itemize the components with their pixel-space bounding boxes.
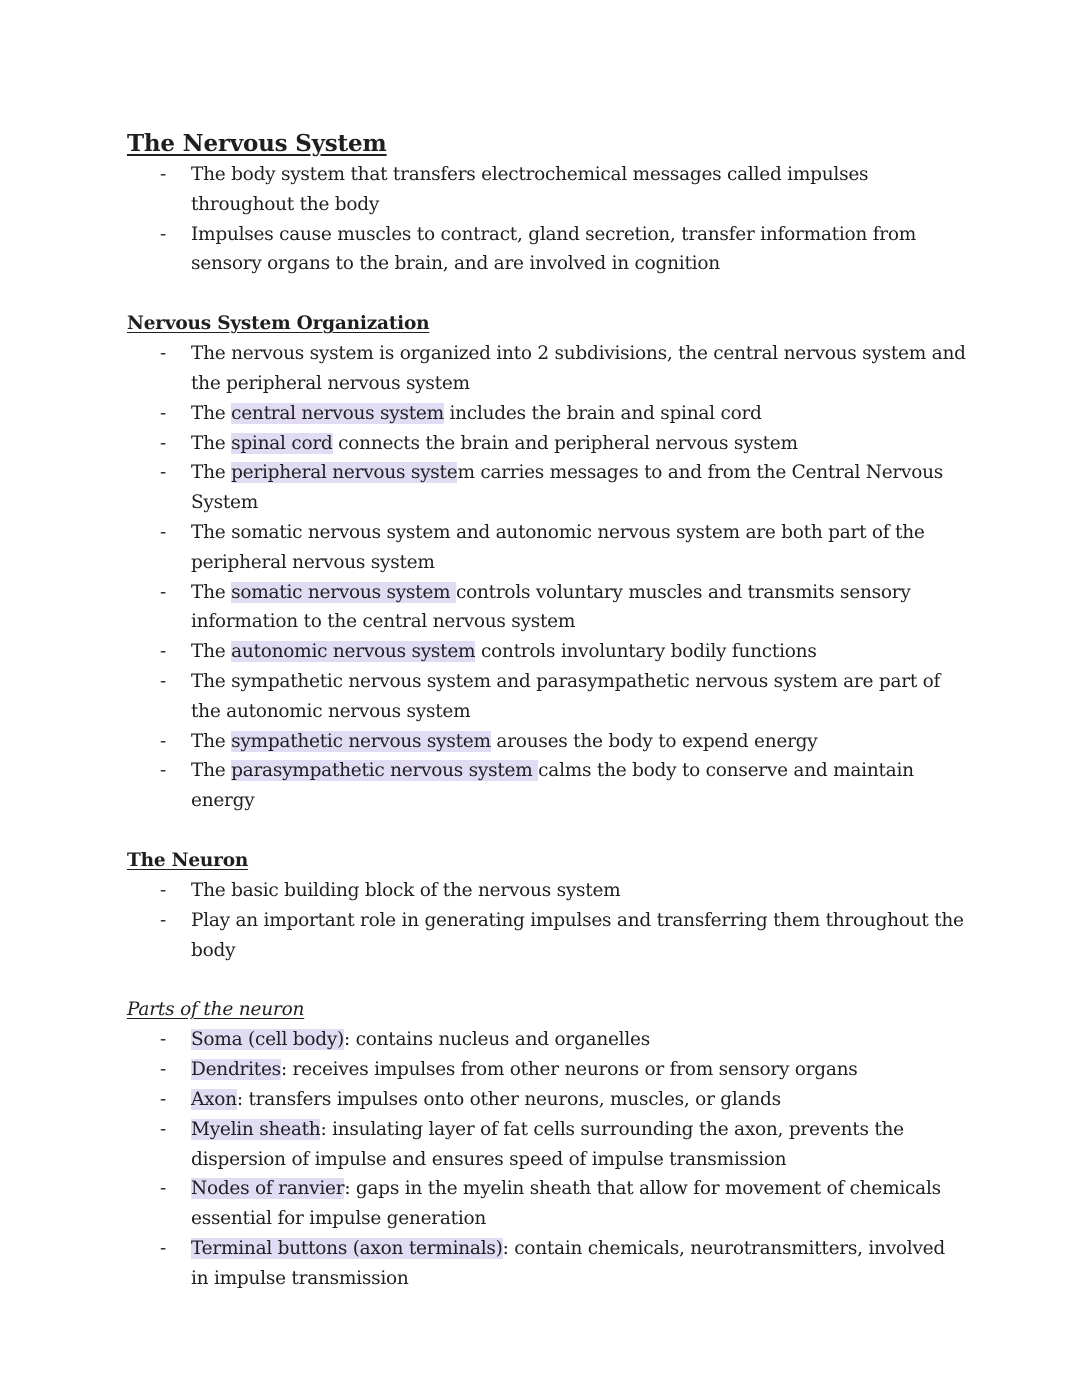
highlighted-term: Soma (cell body): [191, 1029, 344, 1051]
list-item: - Axon: transfers impulses onto other neurons, muscles, or glands: [127, 1085, 967, 1115]
bullet-dash: -: [160, 1178, 167, 1200]
bullet-list: [127, 160, 967, 279]
section-neuron: [127, 846, 967, 965]
list-item: - The sympathetic nervous system arouses the body to expend energy: [127, 727, 967, 757]
bullet-dash: -: [160, 1118, 167, 1140]
highlighted-term: peripheral nervous syste: [231, 462, 458, 484]
section-organization: [127, 309, 967, 816]
bullet-dash: -: [160, 879, 167, 901]
bullet-dash: -: [160, 521, 167, 543]
highlighted-term: Axon: [191, 1088, 237, 1110]
highlighted-term: central nervous system: [231, 402, 444, 424]
heading-neuron: The Neuron: [127, 849, 249, 871]
highlighted-term: spinal cord: [231, 432, 333, 454]
bullet-dash: -: [160, 581, 167, 603]
section-parts-of-neuron: [127, 995, 967, 1293]
highlighted-term: parasympathetic nervous system: [231, 760, 539, 782]
bullet-dash: -: [160, 641, 167, 663]
list-item: - Dendrites: receives impulses from other neurons or from sensory organs: [127, 1055, 967, 1085]
heading-parts-of-neuron: Parts of the neuron: [127, 999, 305, 1021]
heading-nervous-system: The Nervous System: [127, 130, 387, 157]
list-item: - The somatic nervous system and autonomic nervous system are both part of the peripheral nervous system: [127, 518, 967, 578]
list-item: - The basic building block of the nervous system: [127, 876, 967, 906]
highlighted-term: Dendrites: [191, 1059, 281, 1081]
list-item: - The sympathetic nervous system and parasympathetic nervous system are part of the autonomic nervous system: [127, 667, 967, 727]
bullet-dash: -: [160, 343, 167, 365]
bullet-list: [127, 339, 967, 816]
highlighted-term: Nodes of ranvier: [191, 1178, 345, 1200]
list-item: - Soma (cell body): contains nucleus and organelles: [127, 1025, 967, 1055]
list-item: - Myelin sheath: insulating layer of fat cells surrounding the axon, prevents the dispersion of impulse and ensures speed of impulse transmission: [127, 1115, 967, 1175]
document: [127, 128, 967, 1294]
list-item: - The peripheral nervous system carries messages to and from the Central Nervous System: [127, 458, 967, 518]
list-item: - The autonomic nervous system controls involuntary bodily functions: [127, 637, 967, 667]
list-item: - The nervous system is organized into 2 subdivisions, the central nervous system and the peripheral nervous system: [127, 339, 967, 399]
bullet-dash: -: [160, 1237, 167, 1259]
bullet-list: [127, 876, 967, 965]
list-item: - Play an important role in generating impulses and transferring them throughout the body: [127, 906, 967, 966]
list-item: - Terminal buttons (axon terminals): contain chemicals, neurotransmitters, involved in impulse transmission: [127, 1234, 967, 1294]
bullet-dash: -: [160, 1029, 167, 1051]
list-item: - Impulses cause muscles to contract, gland secretion, transfer information from sensory organs to the brain, and are involved in cognition: [127, 220, 967, 280]
highlighted-term: Terminal buttons (axon terminals): [191, 1237, 503, 1259]
highlighted-term: autonomic nervous system: [231, 641, 476, 663]
bullet-dash: -: [160, 760, 167, 782]
bullet-list: [127, 1025, 967, 1293]
bullet-dash: -: [160, 909, 167, 931]
list-item: - Nodes of ranvier: gaps in the myelin sheath that allow for movement of chemicals essential for impulse generation: [127, 1174, 967, 1234]
list-item: - The parasympathetic nervous system calms the body to conserve and maintain energy: [127, 756, 967, 816]
bullet-dash: -: [160, 1088, 167, 1110]
list-item: - The spinal cord connects the brain and peripheral nervous system: [127, 429, 967, 459]
highlighted-term: sympathetic nervous system: [231, 730, 491, 752]
bullet-dash: -: [160, 402, 167, 424]
list-item: - The somatic nervous system controls voluntary muscles and transmits sensory information to the central nervous system: [127, 578, 967, 638]
list-item: - The central nervous system includes the brain and spinal cord: [127, 399, 967, 429]
bullet-dash: -: [160, 432, 167, 454]
list-item: - The body system that transfers electrochemical messages called impulses throughout the body: [127, 160, 967, 220]
bullet-dash: -: [160, 730, 167, 752]
bullet-dash: -: [160, 1059, 167, 1081]
bullet-dash: -: [160, 164, 167, 185]
bullet-dash: -: [160, 670, 167, 692]
highlighted-term: somatic nervous system: [231, 581, 456, 603]
bullet-dash: -: [160, 223, 167, 245]
heading-organization: Nervous System Organization: [127, 313, 430, 335]
highlighted-term: Myelin sheath: [191, 1118, 321, 1140]
section-nervous-system: [127, 128, 967, 279]
bullet-dash: -: [160, 462, 167, 484]
